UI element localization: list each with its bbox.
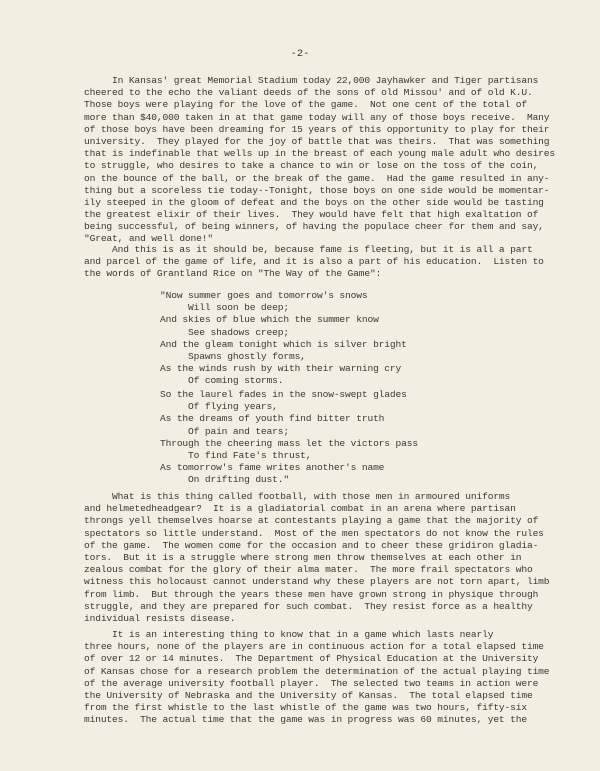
text-line: to struggle, who desires to take a chance to win or lose on the toss of the coin, xyxy=(84,160,539,172)
text-line: thing but a scoreless tie today--Tonight, those boys on one side would be momentar- xyxy=(84,184,550,196)
text-line: ily steeped in the gloom of defeat and the boys on the other side would be tasting xyxy=(84,196,544,208)
text-line: What is this thing called football, with those men in armoured uniforms xyxy=(84,491,511,502)
text-line: As the dreams of youth find bitter truth xyxy=(160,413,385,425)
text-line: Will soon be deep; xyxy=(160,302,289,314)
text-line: the words of Grantland Rice on "The Way of the Game": xyxy=(84,268,382,280)
text-line: struggle, and they are prepared for such combat. They resist force as a healthy xyxy=(84,600,533,612)
text-line: Spawns ghostly forms, xyxy=(160,350,306,362)
text-line: minutes. The actual time that the game was in progress was 60 minutes, yet the xyxy=(84,714,527,726)
text-line: the University of Nebraska and the University of Kansas. The total elapsed time xyxy=(84,689,533,701)
text-line: As the winds rush by with their warning cry xyxy=(160,363,402,375)
text-line: from the first whistle to the last whistle of the game was two hours, fifty-six xyxy=(84,702,527,714)
text-line: In Kansas' great Memorial Stadium today 22,000 Jayhawker and Tiger partisans xyxy=(84,75,539,86)
text-line: being successful, of being winners, of having the populace cheer for them and say, xyxy=(84,221,544,233)
text-line: that is indefinable that wells up in the breast of each young male adult who desires xyxy=(84,148,556,160)
text-line: of those boys have been dreaming for 15 years of this opportunity to play for their xyxy=(84,123,550,135)
text-line: Through the cheering mass let the victors pass xyxy=(160,437,418,449)
text-line: Of flying years, xyxy=(160,401,278,413)
paragraph-football xyxy=(84,491,550,625)
text-line: and helmetedheadgear? It is a gladiatorial combat in an arena where partisan xyxy=(84,503,516,515)
text-line: individual resists disease. xyxy=(84,612,236,624)
text-line: more than $40,000 taken in at that game today will any of those boys receive. Many xyxy=(84,111,550,123)
text-line: the greatest elixir of their lives. They would have felt that high exaltation of xyxy=(84,209,539,221)
text-line: As tomorrow's fame writes another's name xyxy=(160,462,385,474)
text-line: three hours, none of the players are in continuous action for a total elapsed time xyxy=(84,641,544,653)
poem-stanza-2 xyxy=(160,389,418,487)
text-line: throngs yell themselves hoarse at contestants playing a game that the majority of xyxy=(84,515,539,527)
text-line: See shadows creep; xyxy=(160,326,289,338)
paragraph-playing-time xyxy=(84,629,550,727)
text-line: from limb. But through the years these men have grown strong in physique through xyxy=(84,588,539,600)
text-line: of the average university football player. The selected two teams in action were xyxy=(84,677,539,689)
text-line: And this is as it should be, because fame is fleeting, but it is all a part xyxy=(84,244,533,255)
text-line: "Now summer goes and tomorrow's snows xyxy=(160,290,368,301)
text-line: So the laurel fades in the snow-swept glades xyxy=(160,389,407,400)
text-line: cheered to the echo the valiant deeds of the sons of old Missou' and of old K.U. xyxy=(84,87,533,99)
text-line: on the bounce of the ball, or the break of the game. Had the game resulted in any- xyxy=(84,172,550,184)
page-number: -2- xyxy=(290,48,310,60)
poem-stanza-1 xyxy=(160,290,407,388)
text-line: of the game. The women come for the occasion and to cheer these gridiron gladia- xyxy=(84,539,539,551)
text-line: tors. But it is a struggle where strong men throw themselves at each other in xyxy=(84,551,522,563)
text-line: Those boys were playing for the love of the game. Not one cent of the total of xyxy=(84,99,527,111)
text-line: Of coming storms. xyxy=(160,375,284,387)
text-line: of Kansas chose for a research problem the determination of the actual playing time xyxy=(84,665,550,677)
text-line: witness this holocaust cannot understand why these players are not torn apart, limb xyxy=(84,576,550,588)
text-line: It is an interesting thing to know that in a game which lasts nearly xyxy=(84,629,494,640)
text-line: zealous combat for the glory of their alma mater. The more frail spectators who xyxy=(84,564,533,576)
text-line: On drifting dust." xyxy=(160,474,289,486)
text-line: and parcel of the game of life, and it is also a part of his education. Listen to xyxy=(84,256,544,268)
text-line: spectators so little understand. Most of the men spectators do not know the rules xyxy=(84,527,544,539)
text-line: Of pain and tears; xyxy=(160,425,289,437)
paragraph-fame xyxy=(84,244,544,281)
text-line: of over 12 or 14 minutes. The Department of Physical Education at the University xyxy=(84,653,539,665)
paragraph-stadium xyxy=(84,75,556,246)
text-line: And skies of blue which the summer know xyxy=(160,314,379,326)
text-line: university. They played for the joy of battle that was theirs. That was something xyxy=(84,135,550,147)
text-line: To find Fate's thrust, xyxy=(160,449,312,461)
text-line: "Great, and well done!" xyxy=(84,233,213,245)
text-line: And the gleam tonight which is silver bright xyxy=(160,338,407,350)
